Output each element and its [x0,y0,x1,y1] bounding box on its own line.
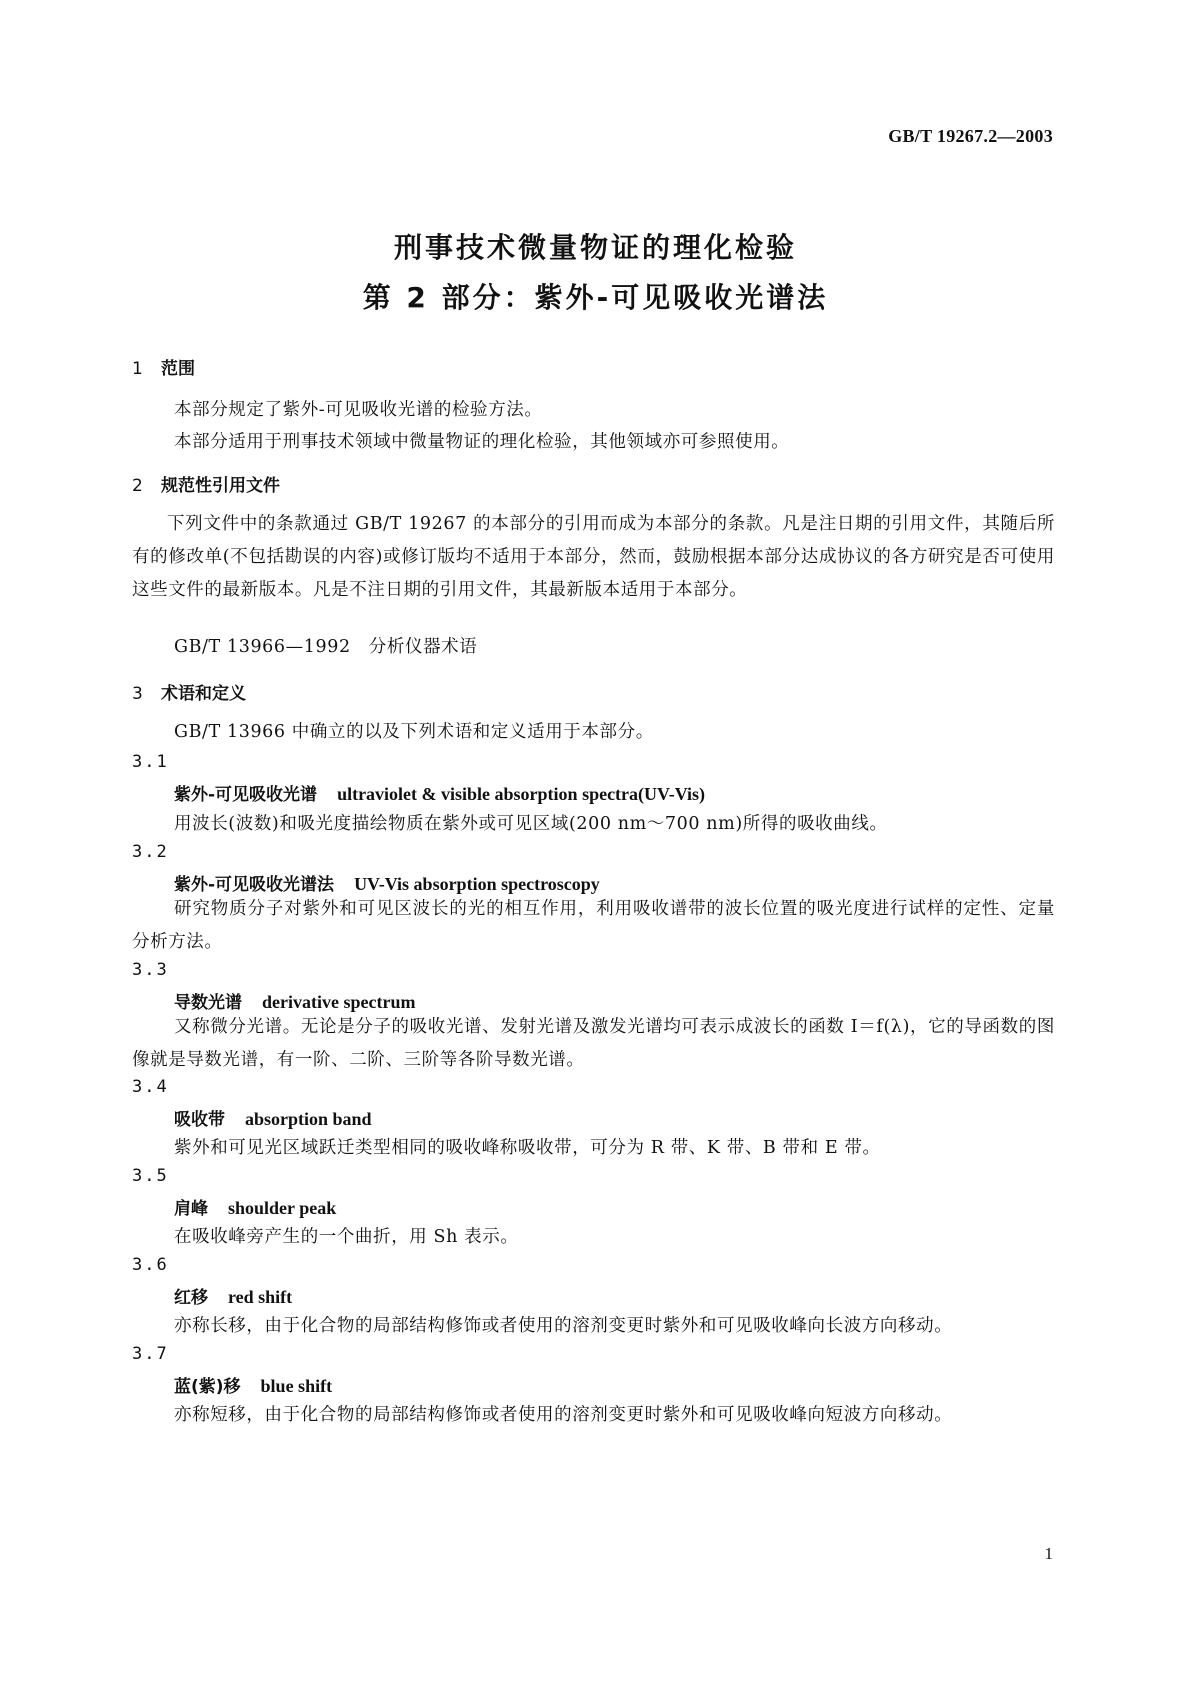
clause-number: 3.1 [132,752,169,772]
section-heading-scope [132,354,195,379]
term-definition: 在吸收峰旁产生的一个曲折，用 Sh 表示。 [174,1227,519,1247]
term-definition: 用波长(波数)和吸光度描绘物质在紫外或可见区域(200 nm～700 nm)所得的吸收曲线。 [174,814,888,834]
clause-number: 3.5 [132,1166,169,1186]
term-english: UV-Vis absorption spectroscopy [354,874,600,894]
referenced-document: GB/T 13966—1992 分析仪器术语 [174,637,478,657]
term-definition: 亦称短移，由于化合物的局部结构修饰或者使用的溶剂变更时紫外和可见吸收峰向短波方向移动。 [174,1405,953,1425]
term-english: shoulder peak [228,1198,337,1218]
clause-number: 3.3 [132,960,169,980]
clause-number: 3.7 [132,1344,169,1364]
clause-number: 3.2 [132,842,169,862]
term-definition: 又称微分光谱。无论是分子的吸收光谱、发射光谱及激发光谱均可表示成波长的函数 I＝f(λ)，它的导函数的图像就是导数光谱，有一阶、二阶、三阶等各阶导数光谱。 [132,1017,1055,1070]
section-heading-normative-references [132,471,280,496]
term-chinese: 红移 [174,1288,208,1308]
term-english: ultraviolet & visible absorption spectra(UV-Vis) [337,784,706,804]
term-entry [174,988,415,1013]
scope-paragraph-1: 本部分规定了紫外-可见吸收光谱的检验方法。 [174,400,543,420]
term-chinese: 导数光谱 [174,993,242,1013]
term-entry [174,1283,292,1308]
term-entry [174,1372,332,1397]
section-title: 范围 [161,359,195,379]
standard-number: GB/T 19267.2—2003 [888,126,1053,146]
scope-paragraph-2: 本部分适用于刑事技术领域中微量物证的理化检验，其他领域亦可参照使用。 [174,432,790,452]
section-number: 1 [132,359,143,379]
section-heading-terms-definitions [132,679,246,704]
terms-intro-paragraph: GB/T 13966 中确立的以及下列术语和定义适用于本部分。 [174,722,654,742]
term-entry [174,1194,336,1219]
term-definition: 亦称长移，由于化合物的局部结构修饰或者使用的溶剂变更时紫外和可见吸收峰向长波方向移动。 [174,1316,953,1336]
term-english: red shift [228,1287,293,1307]
section-title: 术语和定义 [161,684,246,704]
term-definition: 研究物质分子对紫外和可见区波长的光的相互作用，利用吸收谱带的波长位置的吸光度进行试样的定性、定量分析方法。 [132,899,1055,952]
term-chinese: 紫外-可见吸收光谱法 [174,875,335,895]
term-english: derivative spectrum [262,992,416,1012]
page-number: 1 [1044,1544,1053,1563]
term-chinese: 肩峰 [174,1199,208,1219]
clause-number: 3.4 [132,1077,169,1097]
section-number: 2 [132,476,143,496]
term-entry [174,1105,372,1130]
section-title: 规范性引用文件 [161,476,280,496]
normative-references-paragraph: 下列文件中的条款通过 GB/T 19267 的本部分的引用而成为本部分的条款。凡是注日期的引用文件，其随后所有的修改单(不包括勘误的内容)或修订版均不适用于本部分，然而，鼓励根据本部分达成协议的各方研究是否可使用这些文件的最新版本。凡是不注日期的引用文件，其最新版本适用于本部分。 [132,514,1055,600]
term-english: absorption band [245,1109,372,1129]
term-chinese: 蓝(紫)移 [174,1377,241,1397]
term-chinese: 吸收带 [174,1110,225,1130]
section-number: 3 [132,684,143,704]
clause-number: 3.6 [132,1255,169,1275]
term-entry [174,780,705,805]
term-entry [174,870,600,895]
term-definition: 紫外和可见光区域跃迁类型相同的吸收峰称吸收带，可分为 R 带、K 带、B 带和 E 带。 [174,1138,881,1158]
term-chinese: 紫外-可见吸收光谱 [174,785,318,805]
term-english: blue shift [260,1376,333,1396]
document-title-line-1: 刑事技术微量物证的理化检验 [393,231,797,264]
document-title-line-2: 第 2 部分：紫外-可见吸收光谱法 [362,281,829,314]
